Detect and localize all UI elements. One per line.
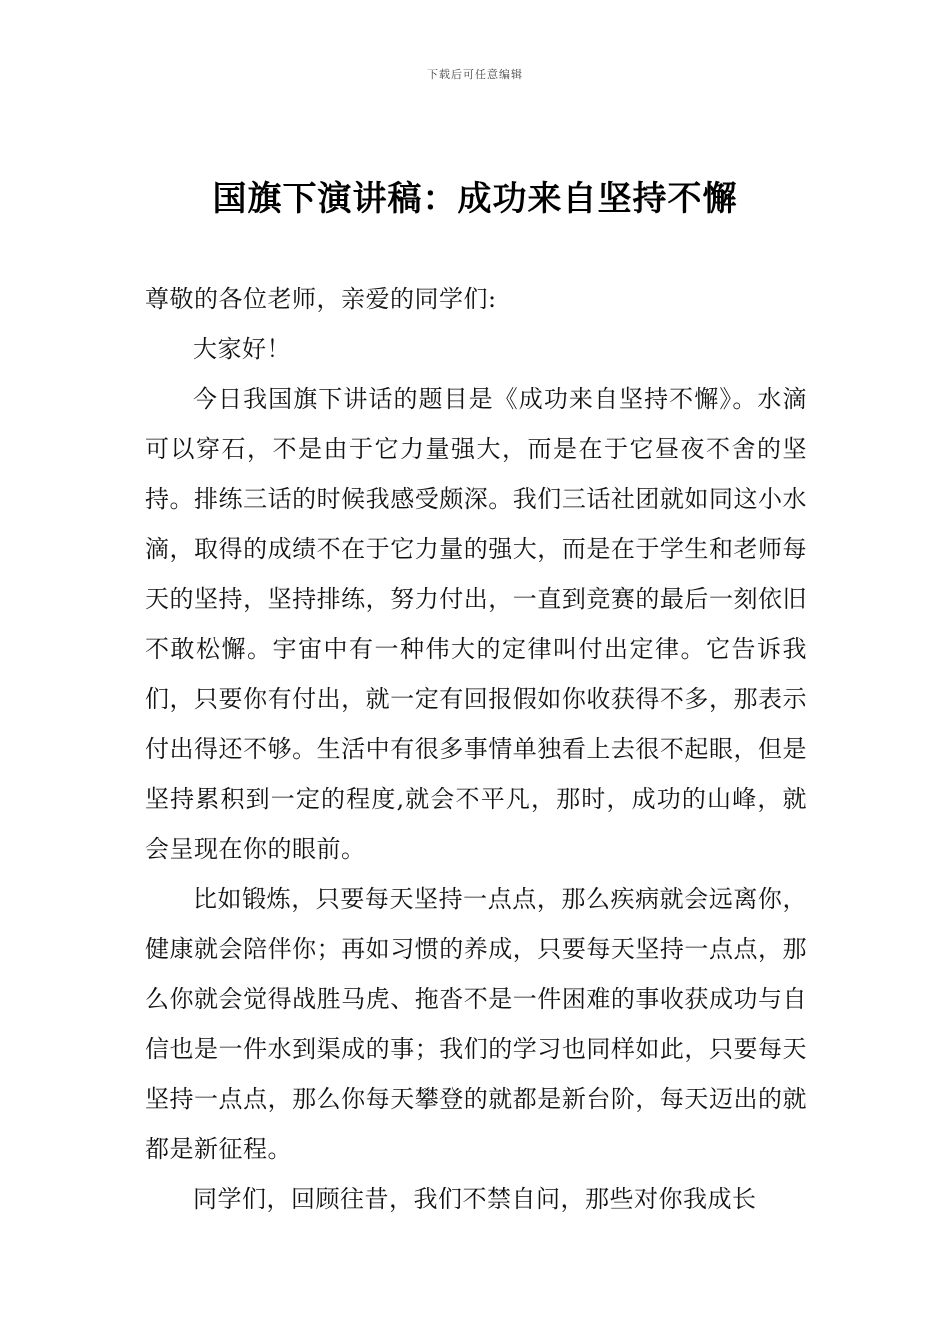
document-title: 国旗下演讲稿：成功来自坚持不懈	[212, 179, 738, 219]
paragraph-examples: 比如锻炼，只要每天坚持一点点，那么疾病就会远离你，健康就会陪伴你；再如习惯的养成，只要每天坚持一点点，那么你就会觉得战胜马虎、拖沓不是一件困难的事收获成功与自信也是一件水到渠成的事；我们的学习也同样如此，只要每天坚持一点点，那么你每天攀登的就都是新台阶，每天迈出的就都是新征程。	[145, 885, 807, 1163]
paragraph-greeting: 大家好！	[193, 335, 291, 363]
header-note: 下载后可任意编辑	[427, 68, 523, 81]
paragraph-reflection: 同学们，回顾往昔，我们不禁自问，那些对你我成长	[193, 1185, 757, 1213]
document-body	[145, 274, 807, 1224]
salutation: 尊敬的各位老师，亲爱的同学们:	[145, 285, 497, 313]
paragraph-topic: 今日我国旗下讲话的题目是《成功来自坚持不懈》。水滴可以穿石，不是由于它力量强大，而是在于它昼夜不舍的坚持。排练三话的时候我感受颇深。我们三话社团就如同这小水滴，取得的成绩不在于它力量的强大，而是在于学生和老师每天的坚持，坚持排练，努力付出，一直到竞赛的最后一刻依旧不敢松懈。宇宙中有一种伟大的定律叫付出定律。它告诉我们，只要你有付出，就一定有回报假如你收获得不多，那表示付出得还不够。生活中有很多事情单独看上去很不起眼，但是坚持累积到一定的程度,就会不平凡，那时，成功的山峰，就会呈现在你的眼前。	[145, 385, 807, 863]
